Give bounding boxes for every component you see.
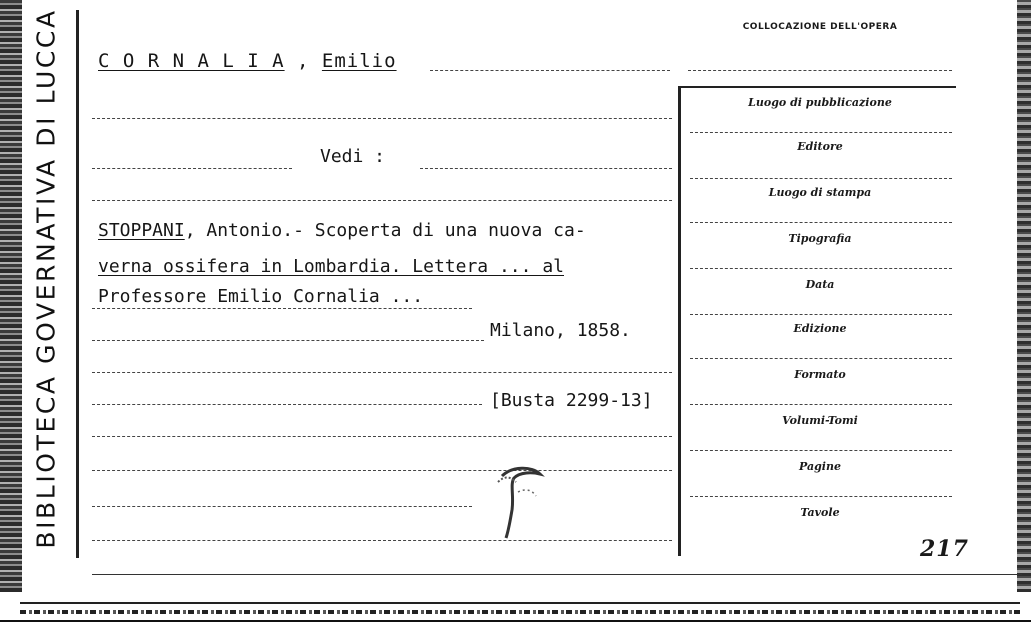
field-label: Luogo di stampa bbox=[768, 186, 872, 199]
rule bbox=[92, 404, 482, 405]
library-stamp-text: BIBLIOTECA GOVERNATIVA DI LUCCA bbox=[31, 7, 61, 549]
rule bbox=[92, 470, 672, 471]
rule bbox=[92, 308, 472, 309]
scan-edge-right bbox=[1017, 0, 1031, 600]
rule bbox=[690, 178, 952, 179]
rule bbox=[92, 118, 672, 119]
field-label: Editore bbox=[797, 140, 843, 153]
reference-line-3: Professore Emilio Cornalia ... bbox=[98, 286, 424, 307]
card-number: 217 bbox=[920, 536, 969, 562]
rule bbox=[92, 372, 672, 373]
reference-shelfmark: [Busta 2299-13] bbox=[490, 390, 653, 411]
field-label: Volumi-Tomi bbox=[782, 414, 858, 427]
reference-line-1-rest: , Antonio.- Scoperta di una nuova ca- bbox=[184, 220, 586, 241]
field-label: Tavole bbox=[800, 506, 840, 519]
panel-top-border bbox=[680, 86, 956, 88]
rule bbox=[690, 496, 952, 497]
reference-author: STOPPANI bbox=[98, 220, 185, 241]
rule bbox=[92, 540, 672, 541]
field-label: Edizione bbox=[793, 322, 847, 335]
rule bbox=[92, 436, 672, 437]
heading-separator: , bbox=[284, 50, 322, 72]
rule bbox=[690, 358, 952, 359]
scan-edge-left bbox=[0, 0, 22, 630]
rule bbox=[688, 70, 952, 71]
rule bbox=[690, 450, 952, 451]
rule bbox=[690, 268, 952, 269]
scan-edge-bottom bbox=[0, 592, 1031, 630]
field-label: Luogo di pubblicazione bbox=[748, 96, 892, 109]
panel-left-border bbox=[678, 86, 681, 556]
rule bbox=[690, 404, 952, 405]
rule bbox=[92, 506, 472, 507]
panel-header: COLLOCAZIONE DELL'OPERA bbox=[742, 22, 898, 32]
field-label: Data bbox=[805, 278, 835, 291]
heading-given-name: Emilio bbox=[321, 50, 397, 72]
field-label: Formato bbox=[794, 368, 846, 381]
reference-line-2: verna ossifera in Lombardia. Lettera ... al bbox=[98, 256, 564, 277]
entry-heading bbox=[98, 50, 397, 72]
left-margin-rule bbox=[76, 10, 79, 558]
rule bbox=[92, 200, 672, 201]
field-label: Tipografia bbox=[788, 232, 852, 245]
rule bbox=[430, 70, 670, 71]
see-label: Vedi : bbox=[320, 146, 386, 167]
reference-place-date: Milano, 1858. bbox=[490, 320, 631, 341]
rule bbox=[690, 314, 952, 315]
rule bbox=[420, 168, 672, 169]
rule bbox=[92, 574, 1022, 575]
reference-line-1 bbox=[98, 220, 586, 242]
field-label: Pagine bbox=[799, 460, 841, 473]
rule bbox=[92, 168, 292, 169]
rule bbox=[92, 340, 484, 341]
rule bbox=[690, 222, 952, 223]
library-stamp bbox=[24, 2, 68, 554]
rule bbox=[690, 132, 952, 133]
heading-surname: C O R N A L I A bbox=[98, 50, 285, 72]
printer-mark-icon bbox=[488, 462, 548, 542]
